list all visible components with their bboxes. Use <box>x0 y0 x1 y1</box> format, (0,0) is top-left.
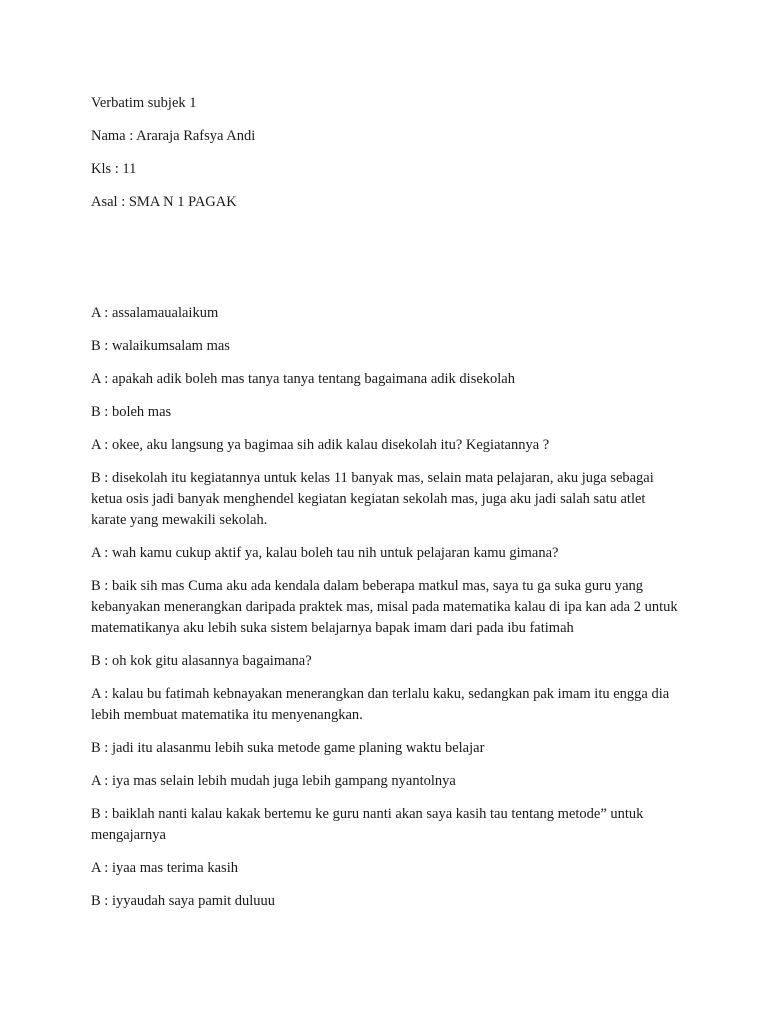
dialogue-line: B : disekolah itu kegiatannya untuk kelas 11 banyak mas, selain mata pelajaran, aku juga sebagai ketua osis jadi banyak menghendel kegiatan kegiatan sekolah mas, juga aku jadi salah satu atlet karate yang mewakili sekolah. <box>91 470 654 528</box>
dialogue-line: A : okee, aku langsung ya bagimaa sih adik kalau disekolah itu? Kegiatannya ? <box>91 437 550 453</box>
dialogue-line: A : assalamaualaikum <box>91 305 219 321</box>
dialogue-line: A : kalau bu fatimah kebnayakan menerangkan dan terlalu kaku, sedangkan pak imam itu engga dia lebih membuat matematika itu menyenangkan. <box>91 686 670 723</box>
dialogue-line: B : jadi itu alasanmu lebih suka metode game planing waktu belajar <box>91 740 485 756</box>
dialogue-line: B : baiklah nanti kalau kakak bertemu ke guru nanti akan saya kasih tau tentang metode” untuk mengajarnya <box>91 806 644 843</box>
subject-class: Kls : 11 <box>91 161 137 177</box>
dialogue-line: B : oh kok gitu alasannya bagaimana? <box>91 653 312 669</box>
dialogue-line: A : apakah adik boleh mas tanya tanya tentang bagaimana adik disekolah <box>91 371 515 387</box>
document-page <box>91 93 681 924</box>
document-header <box>91 93 681 213</box>
dialogue-line: B : walaikumsalam mas <box>91 338 230 354</box>
document-title: Verbatim subjek 1 <box>91 95 197 111</box>
dialogue-line: B : baik sih mas Cuma aku ada kendala dalam beberapa matkul mas, saya tu ga suka guru yang kebanyakan menerangkan daripada praktek mas, misal pada matematika kalau di ipa kan ada 2 untuk matematikanya aku lebih suka sistem belajarnya bapak imam dari pada ibu fatimah <box>91 578 678 636</box>
blank-spacer <box>91 225 681 303</box>
subject-name: Nama : Araraja Rafsya Andi <box>91 128 256 144</box>
subject-origin: Asal : SMA N 1 PAGAK <box>91 194 237 210</box>
dialogue-transcript <box>91 303 681 912</box>
dialogue-line: A : iyaa mas terima kasih <box>91 860 238 876</box>
dialogue-line: B : iyyaudah saya pamit duluuu <box>91 893 276 909</box>
dialogue-line: B : boleh mas <box>91 404 172 420</box>
dialogue-line: A : wah kamu cukup aktif ya, kalau boleh tau nih untuk pelajaran kamu gimana? <box>91 545 559 561</box>
dialogue-line: A : iya mas selain lebih mudah juga lebih gampang nyantolnya <box>91 773 456 789</box>
